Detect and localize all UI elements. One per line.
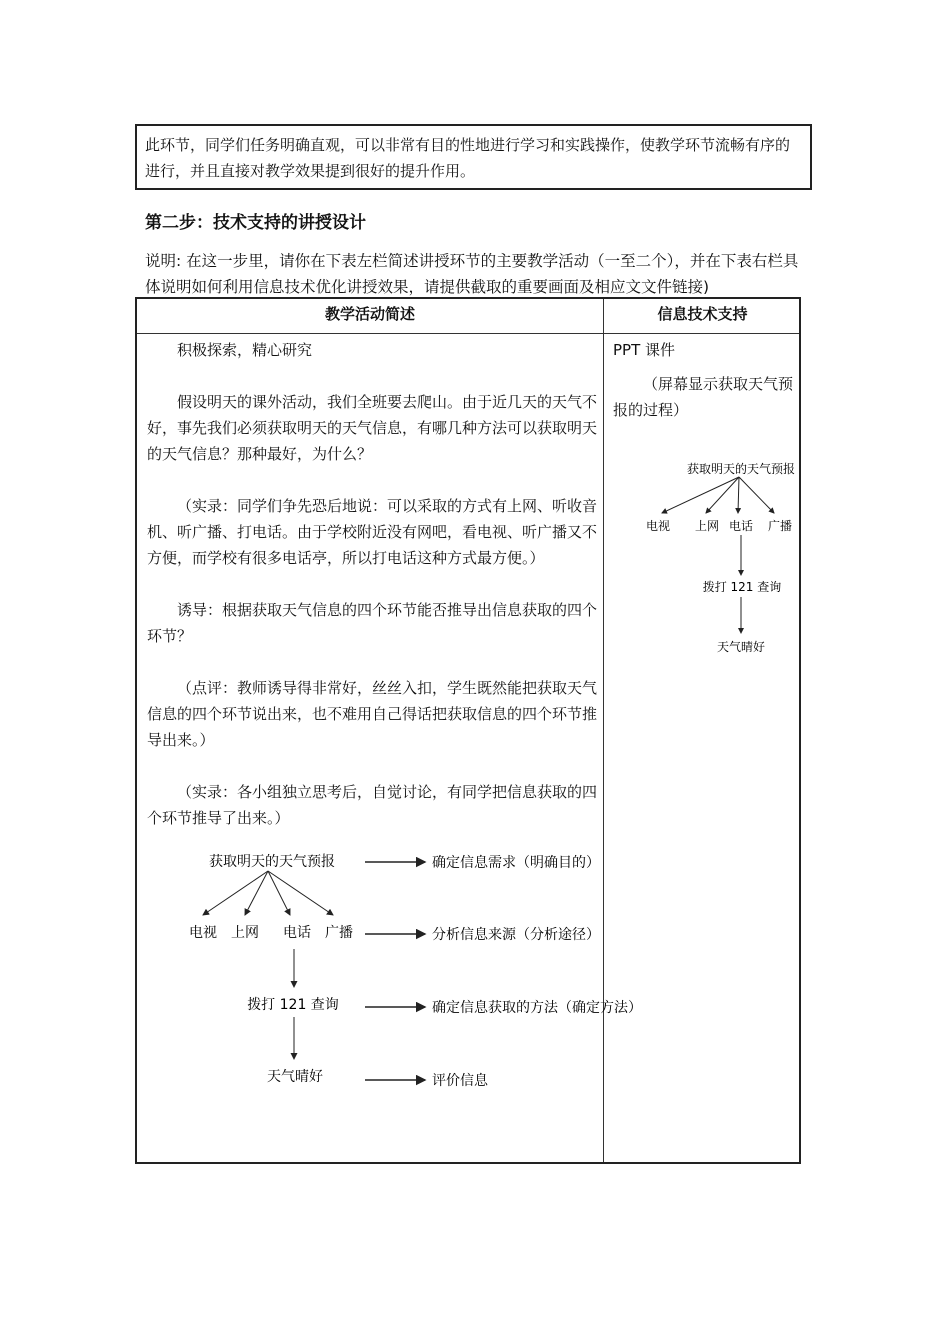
stage-1-label: 确定信息需求（明确目的） xyxy=(432,855,600,871)
activity-paragraph: （实录：各小组独立思考后，自觉讨论，有同学把信息获取的四个环节推导了出来。） xyxy=(147,783,598,827)
activity-paragraph: 诱导：根据获取天气信息的四个环节能否推导出信息获取的四个环节？ xyxy=(147,601,598,645)
large-option-tv: 电视 xyxy=(189,925,217,941)
small-step-label: 拨打 121 查询 xyxy=(702,580,782,594)
stage-2-label: 分析信息来源（分析途径） xyxy=(432,927,600,943)
stage-4-label: 评价信息 xyxy=(432,1073,488,1089)
column-divider xyxy=(603,299,604,1162)
screen-note: （屏幕显示获取天气预报的过程） xyxy=(613,375,794,419)
small-option-phone: 电话 xyxy=(728,519,754,533)
small-option-internet: 上网 xyxy=(694,519,720,533)
small-root-label: 获取明天的天气预报 xyxy=(686,462,796,476)
stage-3-label: 确定信息获取的方法（确定方法） xyxy=(432,1000,642,1016)
instruction-text: 说明: 在这一步里，请你在下表左栏简述讲授环节的主要教学活动（一至二个），并在下表右栏具体说明如何利用信息技术优化讲授效果，请提供截取的重要画面及相应文文件链接) xyxy=(145,252,799,296)
large-info-flow-diagram xyxy=(137,845,642,1115)
small-weather-diagram xyxy=(604,455,804,675)
large-root-label: 获取明天的天气预报 xyxy=(209,854,335,870)
design-table xyxy=(135,297,801,1164)
activity-title: 积极探索，精心研究 xyxy=(177,341,313,359)
section-heading: 第二步：技术支持的讲授设计 xyxy=(145,213,366,233)
large-option-phone: 电话 xyxy=(283,925,311,941)
summary-box xyxy=(135,124,812,190)
large-option-internet: 上网 xyxy=(231,925,259,941)
large-option-radio: 广播 xyxy=(325,925,353,941)
right-column-header: 信息技术支持 xyxy=(657,305,748,323)
tech-support-cell xyxy=(613,337,798,431)
header-divider xyxy=(137,333,799,334)
activity-paragraph: 假设明天的课外活动，我们全班要去爬山。由于近几天的天气不好，事先我们必须获取明天的天气信息，有哪几种方法可以获取明天的天气信息？那种最好，为什么？ xyxy=(147,393,598,463)
large-result-label: 天气晴好 xyxy=(267,1069,323,1085)
small-option-tv: 电视 xyxy=(645,519,671,533)
small-result-label: 天气晴好 xyxy=(716,640,766,654)
small-option-radio: 广播 xyxy=(767,519,793,533)
left-column-header: 教学活动简述 xyxy=(324,305,415,323)
activity-paragraph: （实录：同学们争先恐后地说：可以采取的方式有上网、听收音机、听广播、打电话。由于学校附近没有网吧，看电视、听广播又不方便，而学校有很多电话亭，所以打电话这种方式最方便。） xyxy=(147,497,598,567)
summary-text: 此环节，同学们任务明确直观，可以非常有目的性地进行学习和实践操作，使教学环节流畅有序的进行，并且直接对教学效果提到很好的提升作用。 xyxy=(145,136,791,180)
ppt-label: PPT 课件 xyxy=(613,341,676,359)
large-step-label: 拨打 121 查询 xyxy=(247,997,339,1013)
activity-paragraph: （点评：教师诱导得非常好，丝丝入扣，学生既然能把获取天气信息的四个环节说出来，也不难用自己得话把获取信息的四个环节推导出来。） xyxy=(147,679,598,749)
teaching-activity-cell xyxy=(147,337,599,857)
